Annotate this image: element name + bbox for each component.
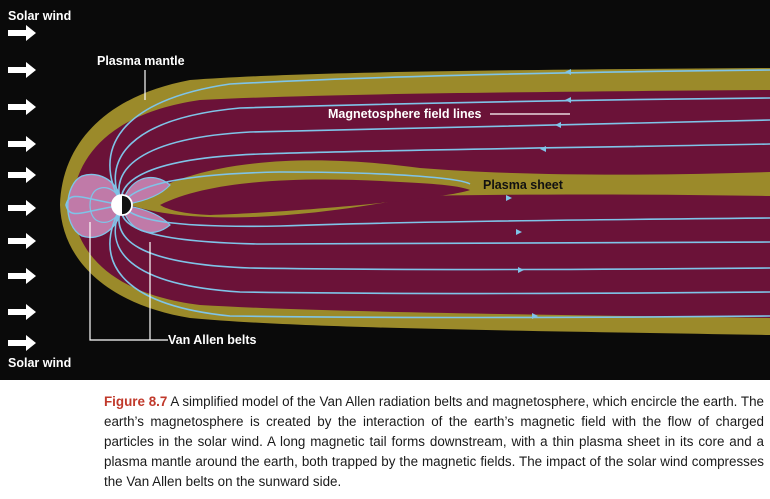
figure-caption [104,392,764,492]
field-lines-label: Magnetosphere field lines [328,107,482,121]
solar-wind-bottom-label: Solar wind [8,356,72,370]
caption-text: A simplified model of the Van Allen radiation belts and magnetosphere, which encircle the earth. The earth’s magnetosphere is created by the interaction of the earth’s magnetic field with the flow of charged particles in the solar wind. A long magnetic tail forms downstream, with a thin plasma sheet in its core and a plasma mantle around the earth, both trapped by the magnetic fields. The impact of the solar wind compresses the Van Allen belts on the sunward side. [104,394,764,489]
solar-wind-top-label: Solar wind [8,9,72,23]
plasma-sheet-label: Plasma sheet [483,178,563,192]
van-allen-label: Van Allen belts [168,333,257,347]
earth [112,195,132,215]
figure-label: Figure 8.7 [104,394,168,409]
plasma-mantle-label: Plasma mantle [97,54,185,68]
